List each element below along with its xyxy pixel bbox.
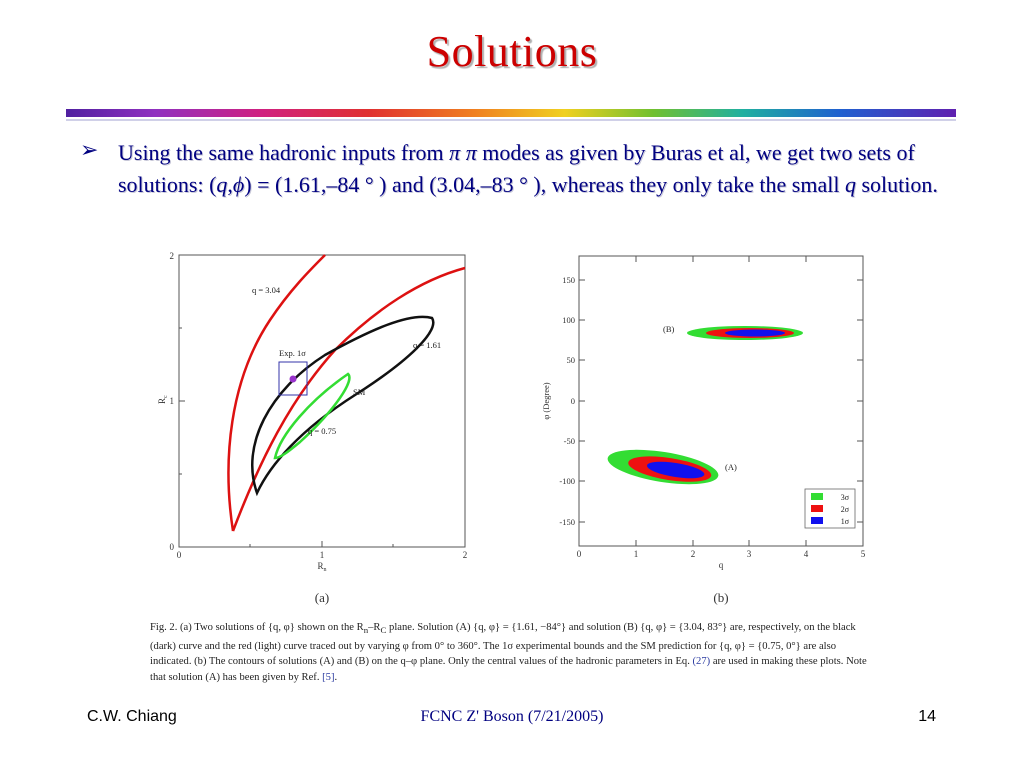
label-solution-b: (B) [663, 324, 675, 334]
x-tick-a-1: 1 [319, 550, 325, 560]
x-tick-b-2: 2 [690, 549, 696, 559]
x-tick-b-5: 5 [860, 549, 866, 559]
y-tick-b-5: -100 [559, 476, 575, 486]
x-tick-a-0: 0 [176, 550, 182, 560]
label-q-0.75: q = 0.75 [308, 426, 337, 436]
y-tick-b-4: -50 [563, 436, 575, 446]
footer-author: C.W. Chiang [87, 708, 177, 725]
pi-pi-symbol: π π [449, 140, 477, 165]
figure-panel-b [535, 250, 875, 610]
caption-part-1: Fig. 2. (a) Two solutions of {q, φ} shown on the R [150, 622, 364, 633]
legend-swatch-3sigma [811, 493, 823, 500]
legend-label-1sigma: 1σ [840, 517, 849, 526]
label-exp-1sigma: Exp. 1σ [279, 348, 306, 358]
legend-label-2sigma: 2σ [840, 505, 849, 514]
contour-b-1sigma [725, 330, 785, 337]
caption-part-4: . [334, 671, 338, 683]
panel-b-label: (b) [713, 590, 729, 605]
y-axis-label-a: $R_c$ [157, 395, 169, 404]
body-text-2: modes as given by Buras et al, we get two sets of solutions: ( [118, 140, 915, 197]
plot-frame-a [179, 255, 465, 547]
comma: , [227, 172, 233, 197]
caption-eq-link[interactable]: (27) [692, 656, 711, 668]
y-tick-a-0: 0 [169, 542, 174, 552]
caption-part-3: are used in making these plots. Note that solution (A) has been given by Ref. [150, 656, 867, 683]
x-tick-b-1: 1 [633, 549, 639, 559]
x-tick-b-0: 0 [576, 549, 582, 559]
x-tick-b-4: 4 [803, 549, 809, 559]
y-tick-b-0: 150 [562, 275, 575, 285]
x-tick-a-2: 2 [462, 550, 468, 560]
label-q-3.04: q = 3.04 [252, 285, 281, 295]
caption-part-2: plane. Solution (A) {q, φ} = {1.61, −84°} and solution (B) {q, φ} = {3.04, 83°} are, respectively, on the black (dark) curve and the red (light) curve traced out by varying φ from 0° to 360°. The 1σ experimental bounds and the SM prediction for {q, φ} = {0.75, 0°} are also indicated. (b) The contours of solutions (A) and (B) on the q–φ plane. Only the central values of the hadronic parameters in Eq. [150, 622, 856, 668]
footer-title: FCNC Z' Boson (7/21/2005) [420, 708, 604, 725]
x-tick-b-3: 3 [746, 549, 752, 559]
y-tick-b-3: 0 [570, 396, 575, 406]
bullet-arrow-icon: ➢ [80, 138, 99, 163]
label-q-1.61: q = 1.61 [413, 340, 442, 350]
y-tick-a-2: 2 [169, 251, 174, 261]
footer-page-number: 14 [918, 708, 936, 725]
y-tick-b-6: -150 [559, 517, 575, 527]
y-tick-b-1: 100 [562, 315, 575, 325]
sm-point-marker [290, 376, 297, 383]
caption-part-1b: –R [368, 622, 381, 633]
slide-title: Solutions [426, 27, 598, 76]
ticks-a [179, 255, 465, 547]
figure-caption [150, 620, 878, 685]
contour-a-group [605, 443, 720, 490]
caption-sub-1: n [363, 625, 369, 636]
q-symbol-2: q [844, 172, 856, 197]
figure-panel-a [157, 250, 480, 610]
legend-label-3sigma: 3σ [840, 493, 849, 502]
divider-shadow [66, 119, 956, 121]
curve-q-3.04 [228, 255, 325, 531]
body-text-4: solution. [855, 172, 938, 197]
bullet-text [118, 137, 958, 201]
x-axis-label-b: q [718, 560, 724, 570]
label-solution-a: (A) [725, 462, 737, 472]
body-text-1: Using the same hadronic inputs from [118, 140, 450, 165]
x-axis-label-a: $R_n$ [317, 561, 327, 573]
rainbow-divider [66, 109, 956, 117]
y-tick-a-1: 1 [169, 396, 174, 406]
y-axis-label-b: φ (Degree) [541, 382, 551, 420]
legend-swatch-1sigma [811, 517, 823, 524]
q-symbol: q [216, 172, 228, 197]
label-sm: SM [353, 387, 366, 397]
panel-a-label: (a) [314, 590, 330, 605]
caption-ref-link[interactable]: [5] [322, 671, 335, 683]
legend-swatch-2sigma [811, 505, 823, 512]
caption-sub-2: C [380, 625, 387, 636]
phi-symbol: ϕ [232, 172, 245, 197]
y-tick-b-2: 50 [566, 355, 575, 365]
body-text-3: ) = (1.61,–84 ° ) and (3.04,–83 ° ), whereas they only take the small [244, 172, 845, 197]
